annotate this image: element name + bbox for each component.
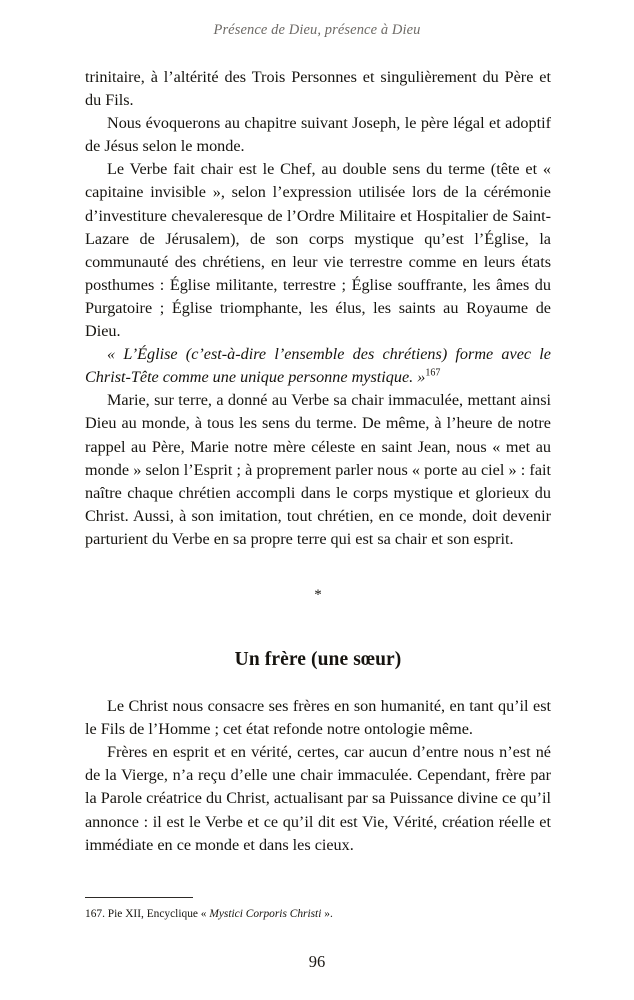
footnote-reference-167[interactable]: 167 (425, 367, 441, 379)
text-column (85, 66, 551, 857)
paragraph-joseph: Nous évoquerons au chapitre suivant Joseph, le père légal et adoptif de Jésus selon le monde. (85, 114, 551, 156)
section-divider-asterisk: * (314, 586, 322, 603)
paragraph-quote-eglise (85, 343, 551, 389)
quote-text: « L’Église (c’est-à-dire l’ensemble des chrétiens) forme avec le Christ-Tête comme une unique personne mystique. » (85, 345, 551, 387)
footnote-area (85, 897, 551, 922)
paragraph-verbe-chef: Le Verbe fait chair est le Chef, au double sens du terme (tête et « capitaine invisible », selon l’expression utilisée lors de la cérémonie d’investiture chevaleresque de l’Ordre Militaire et Hospitalier de Saint-Lazare de Jérusalem), de son corps mystique qu’est l’Église, la communauté des chrétiens, en leur vie terrestre comme en leurs états posthumes : Église militante, terrestre ; Église souffrante, les âmes du Purgatoire ; Église triomphante, les élus, les saints au Royaume de Dieu. (85, 160, 551, 341)
footnote-separator-rule (85, 897, 193, 898)
paragraph-freres: Frères en esprit et en vérité, certes, car aucun d’entre nous n’est né de la Vierge, n’a reçu d’elle une chair immaculée. Cependant, frère par la Parole créatrice du Christ, actualisant par sa Puissance divine ce qu’il annonce : il est le Verbe et ce qu’il dit est Vie, Vérité, création réelle et immédiate en ce monde et dans les cieux. (85, 743, 551, 854)
running-head: Présence de Dieu, présence à Dieu (213, 22, 421, 38)
paragraph-marie: Marie, sur terre, a donné au Verbe sa chair immaculée, mettant ainsi Dieu au monde, à tous les sens du terme. De même, à l’heure de notre rappel au Père, Marie notre mère céleste en saint Jean, nous « met au monde » selon l’Esprit ; à proprement parler nous « porte au ciel » : fait naître chaque chrétien accompli dans le corps mystique et glorieux du Christ. Aussi, à son imitation, tout chrétien, en ce monde, doit devenir parturient du Verbe en sa propre terre qui est sa chair et son esprit. (85, 391, 551, 548)
paragraph-trinitaire: trinitaire, à l’altérité des Trois Personnes et singulièrement du Père et du Fils. (85, 68, 551, 110)
footnote-number: 167. (85, 908, 105, 920)
section-heading: Un frère (une sœur) (234, 649, 402, 671)
paragraph-consacre: Le Christ nous consacre ses frères en son humanité, en tant qu’il est le Fils de l’Homme ; cet état refonde notre ontologie même. (85, 697, 551, 739)
footnote-prefix: Pie XII, Encyclique « (107, 908, 207, 920)
footnote-suffix: ». (324, 908, 333, 920)
footnote-167 (85, 907, 551, 922)
page-number: 96 (308, 952, 326, 971)
footnote-title: Mystici Corporis Christi (209, 908, 322, 920)
